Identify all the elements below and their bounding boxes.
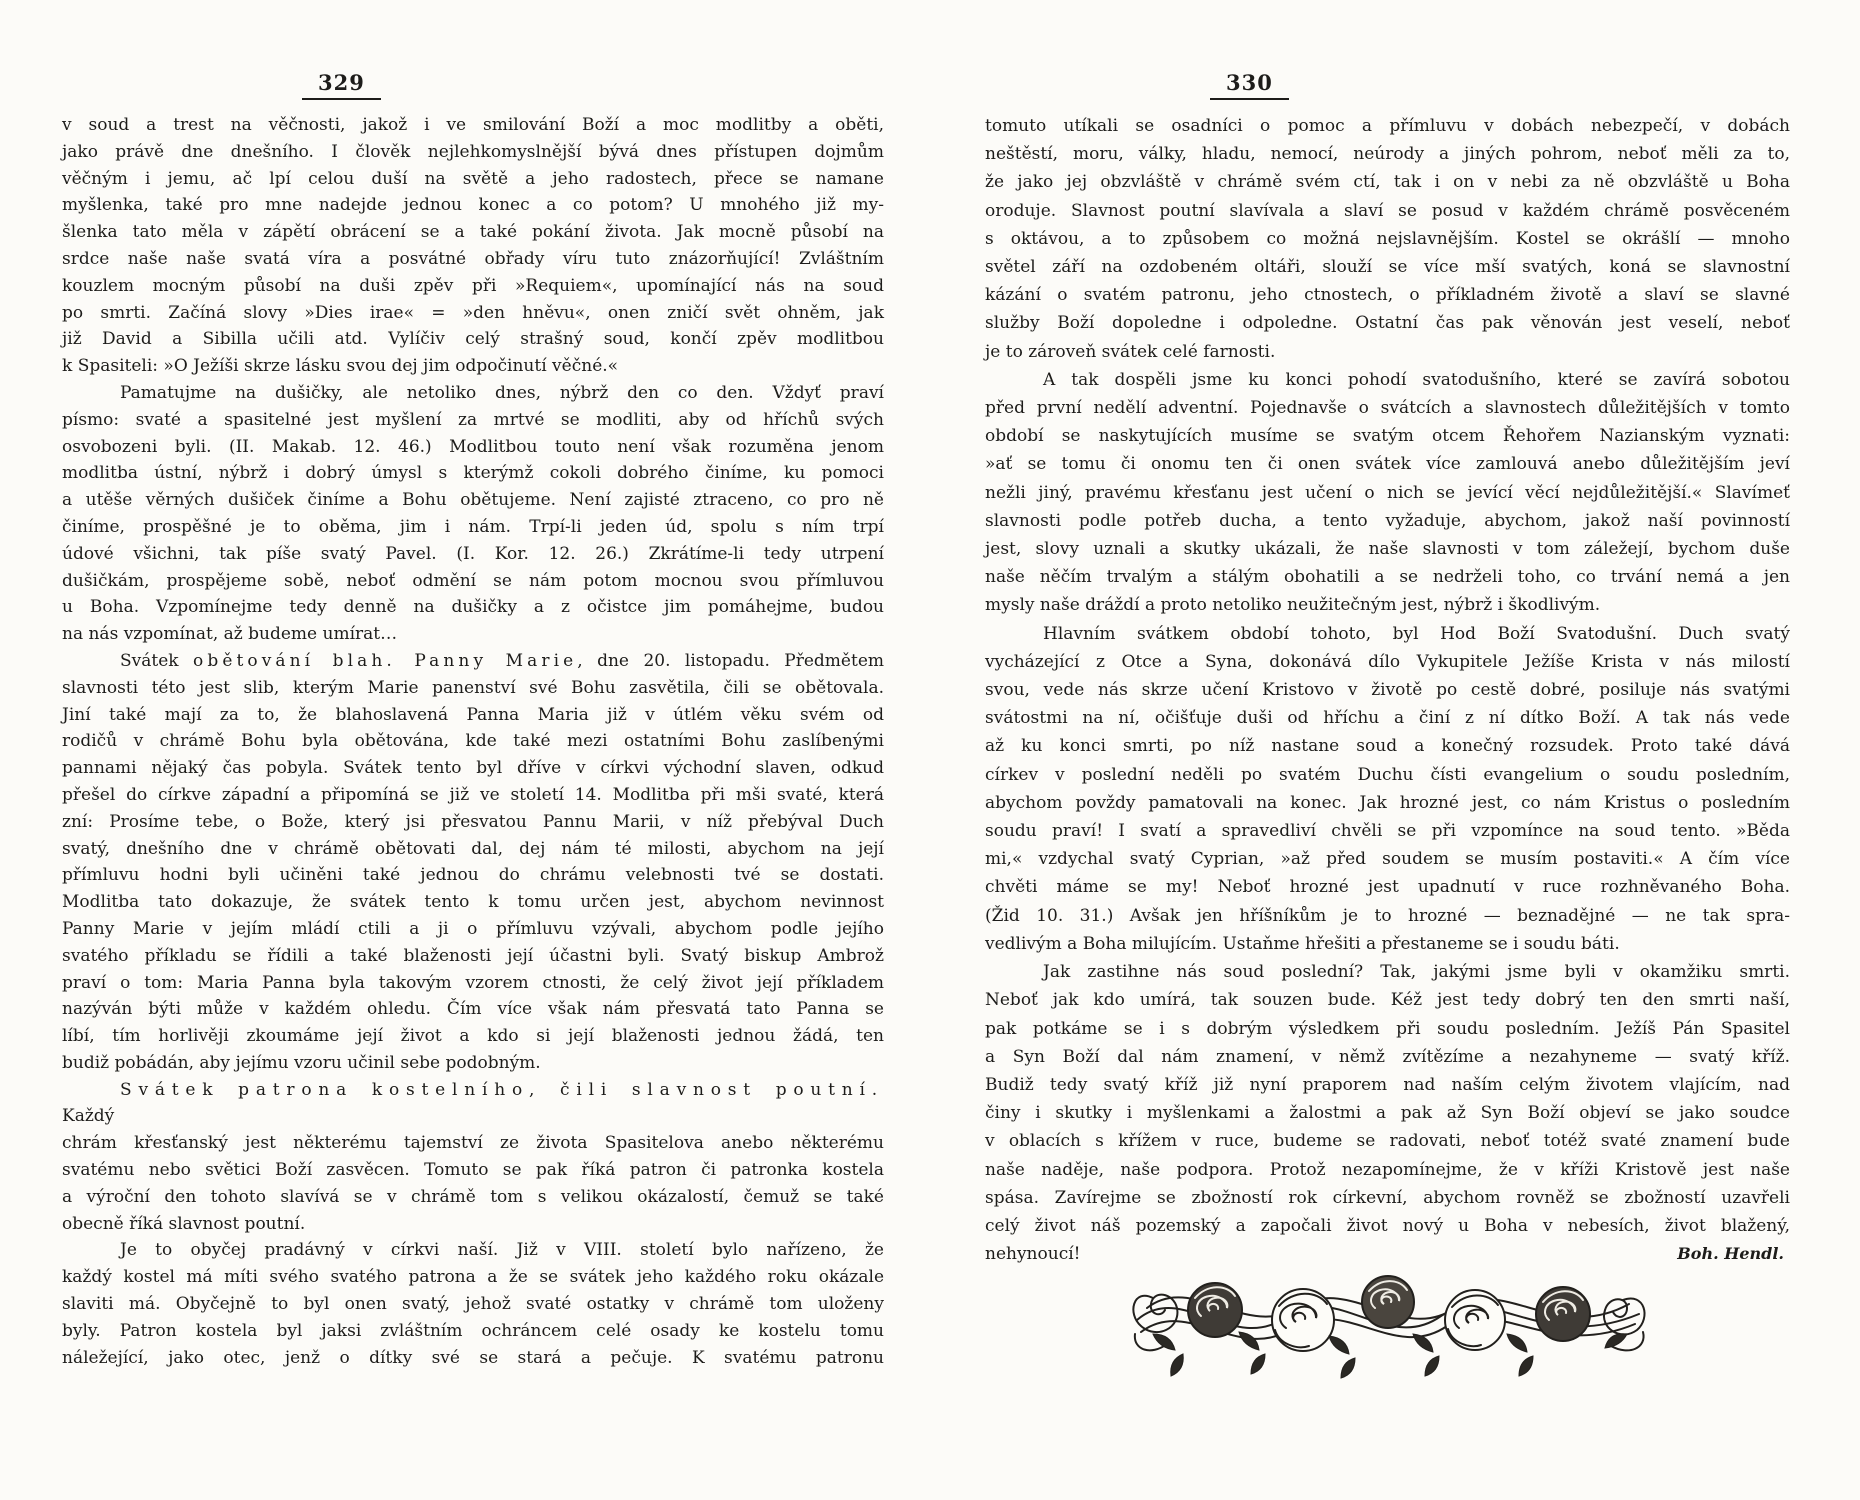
page-number-right: 330 — [1210, 70, 1289, 100]
text-line: (Žid 10. 31.) Avšak jen hříšníkům je to hrozné — beznadějné — ne tak spra- — [985, 905, 1790, 926]
page-number-left: 329 — [302, 70, 381, 100]
text-line: Modlitba tato dokazuje, že svátek tento k tomu určen jest, abychom nevinnost — [62, 892, 884, 913]
text-line: Neboť jak kdo umírá, tak souzen bude. Kéž jest tedy dobrý ten den smrti naší, — [985, 990, 1790, 1011]
text-line: chrám křesťanský jest některému tajemství ze života Spasitelova anebo některému — [62, 1133, 884, 1154]
text-line: nazýván býti může v každém ohledu. Čím více však nám přesvatá tato Panna se — [62, 999, 884, 1020]
left-page-text-column — [62, 112, 884, 1371]
text-line: je to zároveň svátek celé farnosti. — [985, 341, 1276, 362]
text-line: a utěše věrných dušiček činíme a Bohu obětujeme. Není zajisté ztraceno, co pro ně — [62, 490, 884, 511]
text-line: a Syn Boží dal nám znamení, v němž zvítězíme a nezahyneme — svatý kříž. — [985, 1046, 1790, 1067]
text-line: slaviti má. Obyčejně to byl onen svatý, jehož svaté ostatky v chrámě tom uloženy — [62, 1294, 884, 1315]
text-line: na nás vzpomínat, až budeme umírat… — [62, 624, 398, 645]
text-line: Jiní také mají za to, že blahoslavená Panna Maria již v útlém věku svém od — [62, 704, 884, 725]
text-segment: nehynoucí! — [985, 1244, 1081, 1265]
text-line: vedlivým a Boha milujícím. Ustaňme hřešiti a přestaneme se i soudu báti. — [985, 933, 1620, 954]
text-line: v oblacích s křížem v ruce, budeme se radovati, neboť totéž svaté znamení bude — [985, 1131, 1790, 1152]
text-line: neštěstí, moru, války, hladu, nemocí, neúrody a jiných pohrom, neboť měli za to, — [985, 144, 1790, 165]
text-line: náležející, jako otec, jenž o dítky své se stará a pečuje. K svatému patronu — [62, 1347, 884, 1368]
text-line: svatého příkladu se řídili a také blaženosti její účastni byli. Svatý biskup Ambrož — [62, 945, 884, 966]
text-line: pak potkáme se i s dobrým výsledkem při soudu posledním. Ježíš Pán Spasitel — [985, 1018, 1790, 1039]
text-line: soudu praví! I svatí a spravedliví chvěli se při vzpomínce na soud tento. »Běda — [985, 821, 1790, 842]
text-line: byly. Patron kostela byl jaksi zvláštním ochráncem celé osady ke kostelu tomu — [62, 1320, 884, 1341]
text-line: Hlavním svátkem období tohoto, byl Hod Boží Svatodušní. Duch svatý — [1043, 623, 1790, 644]
text-line: srdce naše naše svatá víra a posvátné obřady víru tuto znázorňující! Zvláštním — [62, 248, 884, 269]
text-line: osvobozeni byli. (II. Makab. 12. 46.) Modlitbou touto není však rozuměna jenom — [62, 436, 884, 457]
text-line: líbí, tím horlivěji zkoumáme její život a kdo si její blaženosti jednou žádá, ten — [62, 1026, 884, 1047]
text-line: slavnosti podle potřeb ducha, a tento vyžaduje, abychom, jakož naší povinností — [985, 510, 1790, 531]
text-line: kázání o svatém patronu, jeho ctnostech, o příkladném životě a slaví se slavné — [985, 285, 1790, 306]
text-line: nežli jiný, pravému křesťanu jest učení o nich se jevící věcí nejdůležitější.« Slavímeť — [985, 482, 1790, 503]
text-segment: , dne 20. listopadu. Předmětem — [577, 650, 885, 671]
text-line: s oktávou, a to způsobem co možná nejslavnějším. Kostel se okrášlí — mnoho — [985, 228, 1790, 249]
text-line: mysly naše dráždí a proto netoliko neužitečným jest, nýbrž i škodlivým. — [985, 595, 1601, 616]
rose-garland-icon — [1123, 1258, 1653, 1383]
text-line: tomuto utíkali se osadníci o pomoc a přímluvu v dobách nebezpečí, v dobách — [985, 116, 1790, 136]
text-line: činy i skutky i myšlenkami a žalostmi a pak až Syn Boží objeví se jako soudce — [985, 1103, 1790, 1124]
text-line: období se naskytujících musíme se svatým otcem Řehořem Nazianským vyznati: — [985, 426, 1790, 447]
text-line: praví o tom: Maria Panna byla takovým vzorem ctnosti, že celý život její příkladem — [62, 972, 884, 993]
text-line: před první nedělí adventní. Pojednavše o svátcích a slavnostech důležitějších v tomto — [985, 398, 1790, 419]
text-line: k Spasiteli: »O Ježíši skrze lásku svou dej jim odpočinutí věčné.« — [62, 356, 619, 377]
text-line: budiž pobádán, aby jejímu vzoru učinil sebe podobným. — [62, 1052, 541, 1073]
text-line: Pamatujme na dušičky, ale netoliko dnes, nýbrž den co den. Vždyť praví — [120, 382, 884, 403]
text-line: »ať se tomu či onomu ten či onen svátek více zamlouvá anebo důležitějším jeví — [985, 454, 1790, 475]
text-line: A tak dospěli jsme ku konci pohodí svatodušního, které se zavírá sobotou — [1043, 369, 1790, 390]
text-line: po smrti. Začíná slovy »Dies irae« = »den hněvu«, onen zničí svět ohněm, jak — [62, 302, 884, 323]
text-line: naše naděje, naše podpora. Protož nezapomínejme, že v kříži Kristově jest naše — [985, 1159, 1790, 1180]
text-line: chvěti máme se my! Neboť hrozné jest upadnutí v ruce rozhněvaného Boha. — [985, 877, 1790, 898]
text-line: obecně říká slavnost poutní. — [62, 1213, 306, 1234]
text-line: údové všichni, tak píše svatý Pavel. (I. Kor. 12. 26.) Zkrátíme-li tedy utrpení — [62, 543, 884, 564]
text-line: přešel do církve západní a připomíná se již ve století 14. Modlitba při mši svaté, která — [62, 784, 884, 805]
text-line: kouzlem mocným působí na duši zpěv při »Requiem«, upomínající nás na soud — [62, 275, 884, 296]
text-line: v soud a trest na věčnosti, jakož i ve smilování Boží a moc modlitby a oběti, — [62, 115, 884, 135]
text-line: přímluvu hodni byli učiněni také jednou do chrámu velebnosti tvé se dostati. — [62, 865, 884, 886]
text-line: věčným i jemu, ač lpí celou duší na světě a jeho radostech, přece se namane — [62, 168, 884, 189]
text-line: abychom povždy pamatovali na konec. Jak hrozné jest, co nám Kristus o posledním — [985, 792, 1790, 813]
text-line: zní: Prosíme tebe, o Bože, který jsi přesvatou Pannu Marii, v níž přebýval Duch — [62, 811, 884, 832]
text-line: služby Boží dopoledne i odpoledne. Ostatní čas pak věnován jest veselí, neboť — [985, 313, 1790, 334]
letterspaced-text: Svátek patrona kostelního, čili slavnost poutní. — [120, 1079, 884, 1100]
text-line: svátostmi na ní, očišťuje duši od hříchu a činí z ní dítko Boží. A tak nás vede — [985, 708, 1790, 729]
text-line: činíme, prospěšné je to oběma, jim i nám. Trpí-li jeden úd, spolu s ním trpí — [62, 516, 884, 537]
text-line: svatému nebo světici Boží zasvěcen. Tomuto se pak říká patron či patronka kostela — [62, 1160, 884, 1181]
text-line: spása. Zavírejme se zbožností rok církevní, abychom rovněž se zbožností uzavřeli — [985, 1187, 1790, 1208]
text-line: pannami nějaký čas pobyla. Svátek tento byl dříve v církvi východní slaven, odkud — [62, 758, 884, 779]
text-line: slavnosti této jest slib, kterým Marie panenství své Bohu zasvětila, čili se obětovala. — [62, 677, 884, 698]
text-line: jako právě dne dnešního. I člověk nejlehkomyslnější bývá dnes přístupen dojmům — [62, 141, 884, 162]
author-signature: Boh. Hendl. — [1677, 1244, 1784, 1264]
text-line: každý kostel má míti svého svatého patrona a že se svátek jeho každého roku okázale — [62, 1267, 884, 1288]
text-line: že jako jej obzvláště v chrámě svém ctí, tak i on v nebi za ně obzvláště u Boha — [985, 172, 1790, 193]
text-line: rodičů v chrámě Bohu byla obětována, kde také mezi ostatními Bohu zaslíbenými — [62, 731, 884, 752]
text-line: vycházející z Otce a Syna, dokonává dílo Vykupitele Ježíše Krista v nás milostí — [985, 651, 1790, 672]
letterspaced-text: obětování blah. Panny Marie — [193, 650, 578, 671]
text-line: církev v poslední neděli po svatém Duchu čísti evangelium o soudu posledním, — [985, 764, 1790, 785]
text-line: celý život náš pozemský a započali život nový u Boha v nebesích, život blažený, — [985, 1215, 1790, 1236]
text-line: myšlenka, také pro mne nadejde jednou konec a co potom? U mnohého již my- — [62, 195, 884, 216]
text-line: Panny Marie v jejím mládí ctili a ji o přímluvu vzývali, abychom podle jejího — [62, 918, 884, 939]
text-line: mi,« vzdychal svatý Cyprian, »až před soudem se musím postaviti.« A čím více — [985, 849, 1790, 870]
text-line: a výroční den tohoto slavívá se v chrámě tom s velikou okázalostí, čemuž se také — [62, 1186, 884, 1207]
text-line: šlenka tato měla v zápětí obrácení se a také pokání života. Jak mocně působí na — [62, 222, 884, 243]
text-line: Jak zastihne nás soud poslední? Tak, jakými jsme byli v okamžiku smrti. — [1043, 962, 1790, 983]
text-line: u Boha. Vzpomínejme tedy denně na dušičky a z očistce jim pomáhejme, budou — [62, 597, 884, 618]
text-line — [62, 1077, 884, 1131]
text-line: dušičkám, prospějeme sobě, neboť odmění se nám potom mocnou svou přímluvou — [62, 570, 884, 591]
text-line: světel září na ozdobeném oltáři, slouží se více mší svatých, koná se slavnostní — [985, 257, 1790, 278]
text-line: svatý, dnešního dne v chrámě obětovati dal, dej nám té milosti, abychom na její — [62, 838, 884, 859]
text-line: svou, vede nás skrze učení Kristovo v životě po cestě dobré, posiluje nás svatými — [985, 680, 1790, 701]
text-line: modlitba ústní, nýbrž i dobrý úmysl s kterýmž cokoli dobrého činíme, ku pomoci — [62, 463, 884, 484]
text-line: písmo: svaté a spasitelné jest myšlení za mrtvé se modliti, aby od hříchů svých — [62, 409, 884, 430]
tailpiece-ornament — [985, 1258, 1790, 1387]
text-line: jest, slovy uznali a skutky ukázali, že naše slavnosti v tom záležejí, bychom duše — [985, 539, 1790, 560]
right-page-header — [985, 70, 1790, 110]
text-segment: Každý — [62, 1106, 115, 1127]
right-page-text-column — [985, 112, 1790, 1268]
text-line — [62, 648, 884, 675]
text-line: až ku konci smrti, po níž nastane soud a konečný rozsudek. Proto také dává — [985, 736, 1790, 757]
text-line: Je to obyčej pradávný v církvi naší. Již v VIII. století bylo nařízeno, že — [120, 1240, 884, 1261]
text-line: Budiž tedy svatý kříž již nyní praporem nad naším celým životem vlajícím, nad — [985, 1074, 1790, 1095]
text-line: již David a Sibilla učili atd. Vylíčiv celý strašný soud, končí zpěv modlitbou — [62, 329, 884, 350]
text-segment: Svátek — [120, 650, 194, 671]
text-line: naše něčím trvalým a stálým obohatili a se nedrželi toho, co trvání nemá a jen — [985, 567, 1790, 588]
text-line: oroduje. Slavnost poutní slavívala a slaví se posud v každém chrámě posvěceném — [985, 200, 1790, 221]
left-page-header — [62, 70, 884, 110]
